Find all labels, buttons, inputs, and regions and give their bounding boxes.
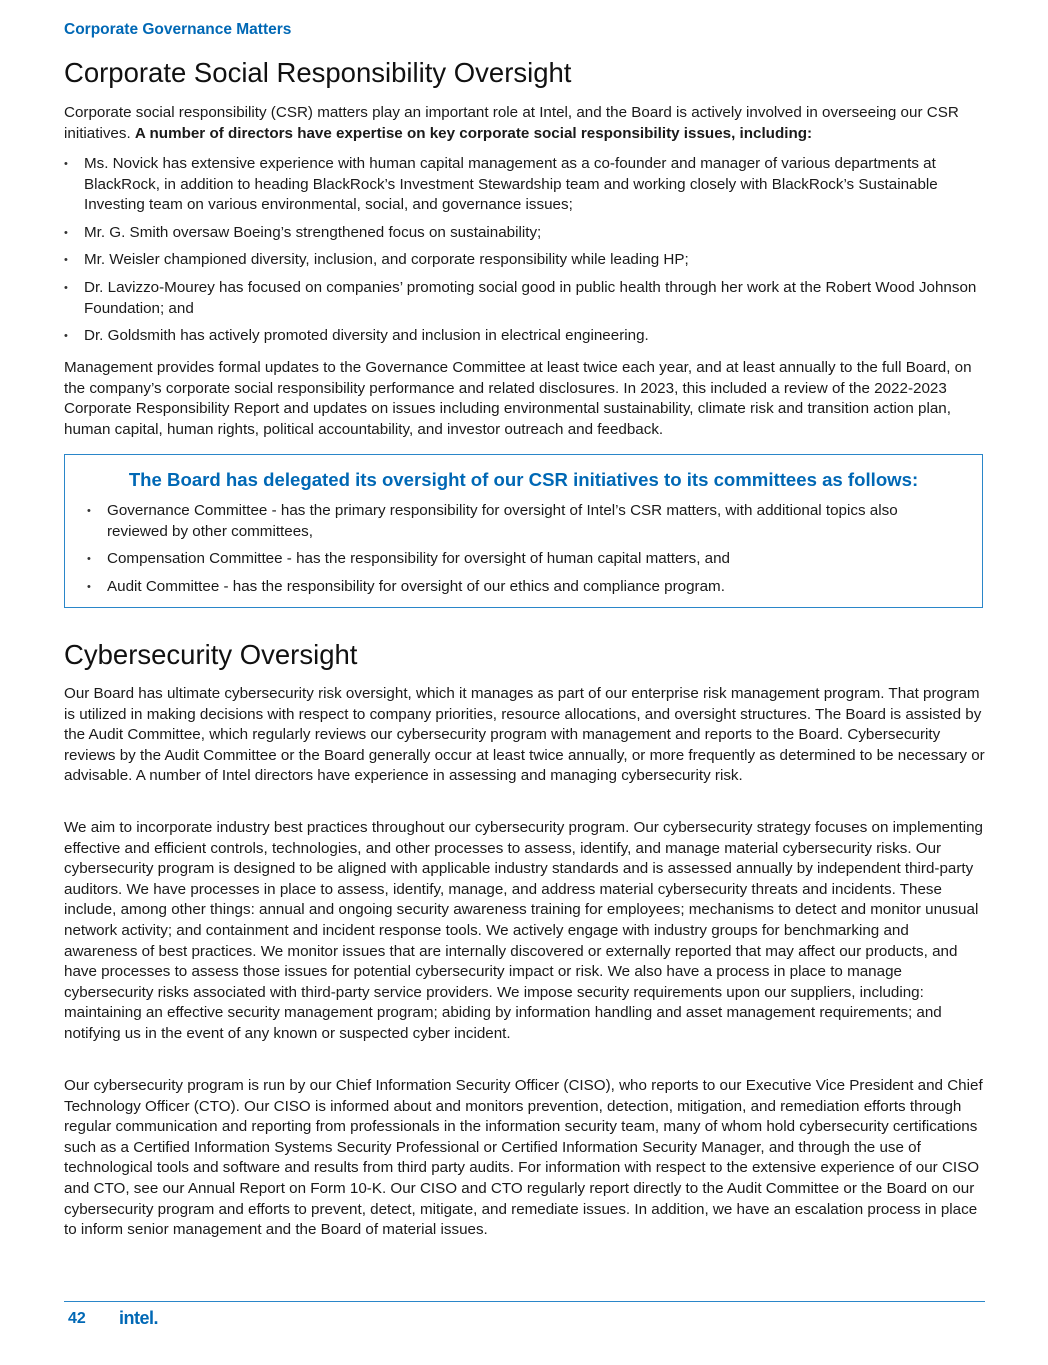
list-item: • Audit Committee - has the responsibility for oversight of our ethics and compliance program. [87,577,957,598]
list-item: • Ms. Novick has extensive experience with human capital management as a co-founder and manager of various departments at BlackRock, in addition to heading BlackRock’s Investment Stewardship team and working closely with BlackRock’s Sustainable Investing team on various environmental, social, and governance issues; [64,154,985,216]
intel-logo: intel. [119,1308,159,1328]
committee-responsibility-list [87,501,957,604]
csr-intro-bold-text: A number of directors have expertise on key corporate social responsibility issues, including: [134,124,813,142]
callout-title: The Board has delegated its oversight of our CSR initiatives to its committees as follows: [128,469,919,490]
list-item: • Governance Committee - has the primary responsibility for oversight of Intel’s CSR matters, with additional topics also reviewed by other committees, [87,501,957,542]
director-expertise-list [64,154,985,354]
list-item: • Mr. Weisler championed diversity, inclusion, and corporate responsibility while leading HP; [64,250,985,271]
list-item: • Compensation Committee - has the responsibility for oversight of human capital matters, and [87,549,957,570]
csr-intro-paragraph [64,103,985,144]
cybersecurity-paragraph: Our cybersecurity program is run by our Chief Information Security Officer (CISO), who reports to our Executive Vice President and Chief Technology Officer (CTO). Our CISO is informed about and monitors prevention, detection, mitigation, and remediation efforts through regular communication and reporting from professionals in the information security team, many of whom hold cybersecurity certifications such as a Certified Information Systems Security Professional or Certified Information Security Manager, and through the use of technological tools and software and results from third party audits. For information with respect to the extensive experience of our CISO and CTO, see our Annual Report on Form 10-K. Our CISO and CTO regularly report directly to the Audit Committee or the Board on our cybersecurity program and efforts to prevent, detect, mitigate, and remediate issues. In addition, we have an escalation process in place to inform senior management and the Board of material issues. [64,1077,983,1239]
section-header-label: Corporate Governance Matters [64,21,292,38]
management-updates-paragraph: Management provides formal updates to the Governance Committee at least twice each year, and at least annually to the full Board, on the company’s corporate social responsibility performance and related disclosures. In 2023, this included a review of the 2022-2023 Corporate Responsibility Report and updates on issues including environmental sustainability, climate risk and transition action plan, human capital, human rights, political accountability, and investor outreach and feedback. [64,359,972,438]
cybersecurity-paragraph: Our Board has ultimate cybersecurity risk oversight, which it manages as part of our enterprise risk management program. That program is utilized in making decisions with respect to company priorities, resource allocations, and oversight structures. The Board is assisted by the Audit Committee, which regularly reviews our cybersecurity program with management and reports to the Board. Cybersecurity reviews by the Audit Committee or the Board generally occur at least twice annually, or more frequently as determined to be necessary or advisable. A number of Intel directors have experience in assessing and managing cybersecurity risk. [64,685,985,785]
footer-divider [64,1301,985,1302]
list-item: • Mr. G. Smith oversaw Boeing’s strengthened focus on sustainability; [64,223,985,244]
board-delegation-callout [64,454,983,608]
list-item: • Dr. Goldsmith has actively promoted diversity and inclusion in electrical engineering. [64,326,985,347]
list-item: • Dr. Lavizzo-Mourey has focused on companies’ promoting social good in public health through her work at the Robert Wood Johnson Foundation; and [64,278,985,319]
csr-section-title: Corporate Social Responsibility Oversight [64,57,572,88]
page-number: 42 [68,1310,86,1327]
cybersecurity-section-title: Cybersecurity Oversight [64,639,358,670]
csr-intro-text: Corporate social responsibility (CSR) matters play an important role at Intel, and the Board is actively involved in overseeing our CSR initiatives. [64,104,959,142]
cybersecurity-paragraph: We aim to incorporate industry best practices throughout our cybersecurity program. Our cybersecurity strategy focuses on implementing effective and efficient controls, technologies, and other processes to assess, identify, and manage material cybersecurity risks. Our cybersecurity program is designed to be aligned with applicable industry standards and is assessed annually by independent third-party auditors. We have processes in place to assess, identify, manage, and address material cybersecurity threats and incidents. These include, among other things: annual and ongoing security awareness training for employees; mechanisms to detect and monitor unusual network activity; and containment and incident response tools. We actively engage with industry groups for benchmarking and awareness of best practices. We monitor issues that are internally discovered or externally reported that may affect our products, and have processes to assess those issues for potential cybersecurity impact or risk. We also have a process in place to manage cybersecurity risks associated with third-party service providers. We impose security requirements upon our suppliers, including: maintaining an effective security management program; abiding by information handling and asset management requirements; and notifying us in the event of any known or suspected cyber incident. [64,819,983,1042]
